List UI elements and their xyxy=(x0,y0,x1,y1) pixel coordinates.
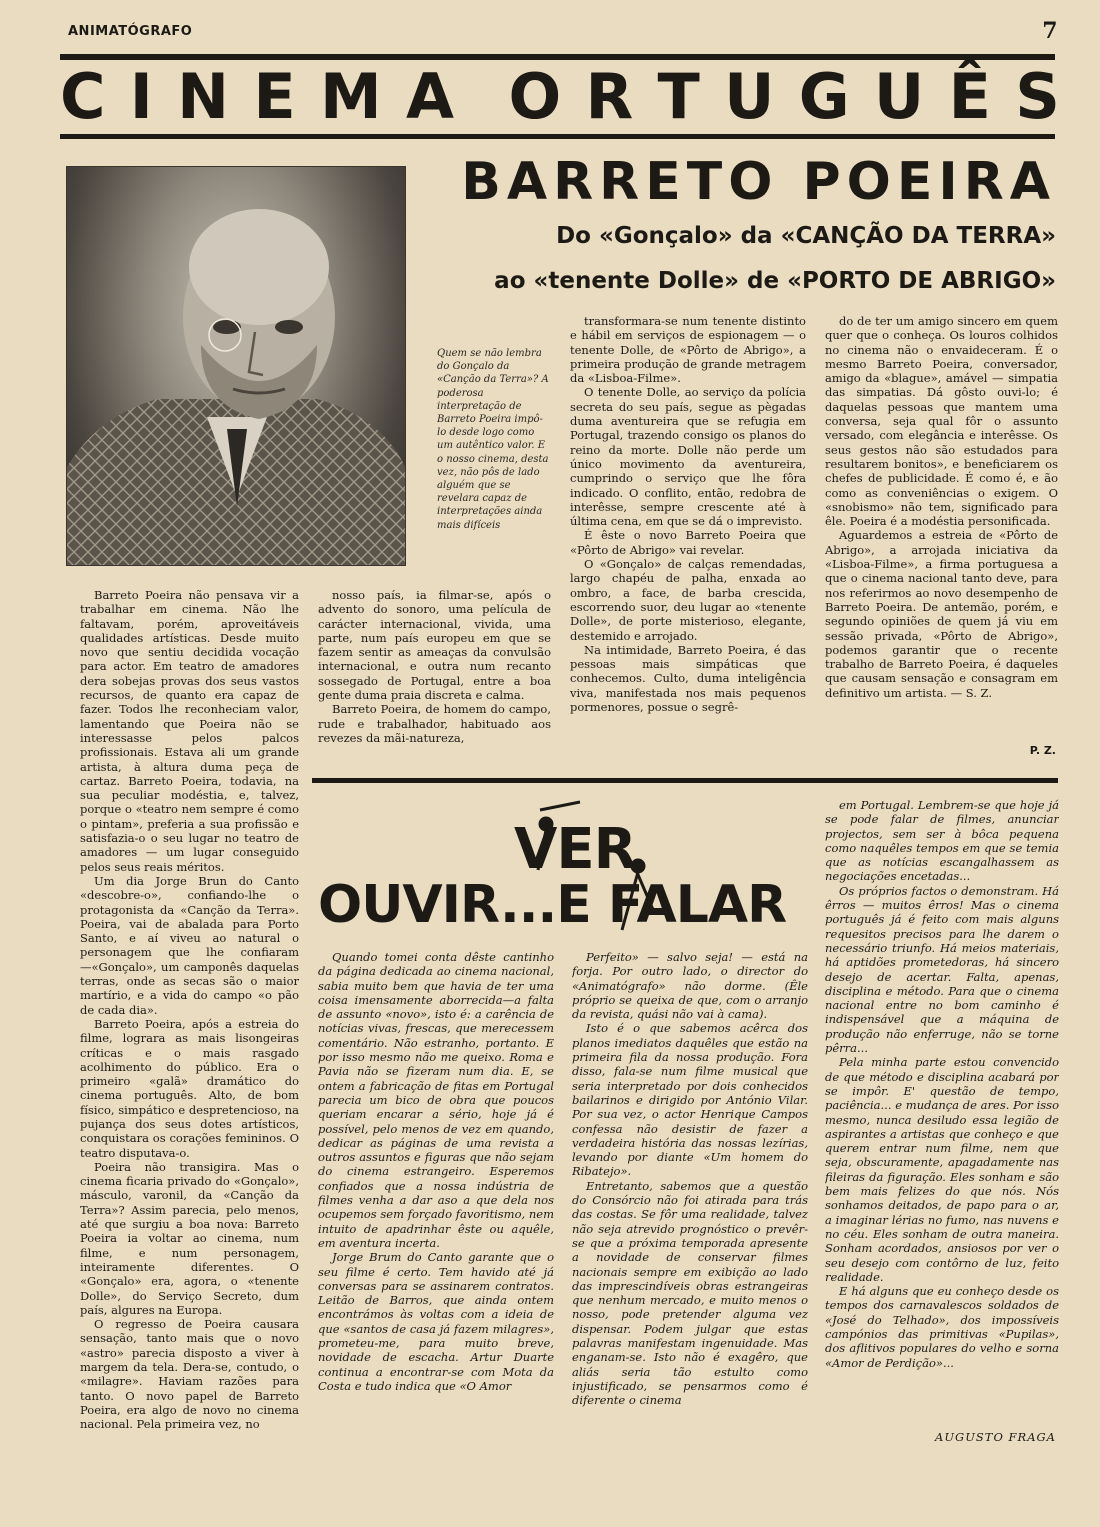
article-headline: BARRETO POEIRA xyxy=(461,152,1056,212)
logo-ver: VER xyxy=(514,817,636,882)
paragraph: Aguardemos a estreia de «Pôrto de Abrigo», a arrojada iniciativa da «Lisboa-Filme», a firma portuguesa a que o cinema nacional tanto deve, para nos referirmos ao novo desempenho de Barreto Poeira. De antemão, porém, e segundo opiniões de quem já viu em sessão privada, «Pôrto de Abrigo», podemos garantir que o recente trabalho de Barreto Poeira, é daqueles que causam sensação e consagram em definitivo um artista. — S. Z. xyxy=(825,528,1058,700)
title-letter: U xyxy=(724,60,775,133)
page-number: 7 xyxy=(1042,18,1058,44)
paragraph: Barreto Poeira, de homem do campo, rude e trabalhador, habituado aos revezes da mãi-natureza, xyxy=(318,702,551,745)
article-column-3 xyxy=(570,314,806,762)
title-letter: G xyxy=(798,60,850,133)
paragraph: E há alguns que eu conheço desde os tempos dos carnavalescos soldados de «José do Telhado», dos impossíveis campónios das primitivas «Pupilas», dos aflitivos populares do velho e sorna «Amor de Perdição»... xyxy=(825,1284,1059,1370)
paragraph: O «Gonçalo» de calças remendadas, largo chapéu de palha, enxada ao ombro, a face, de barba crescida, escorrendo suor, deu lugar ao «tenente Dolle», de porte misterioso, elegante, destemido e arrojado. xyxy=(570,557,806,643)
paragraph: nosso país, ia filmar-se, após o advento do sonoro, uma película de carácter internacional, vivida, uma parte, num país europeu em que se fazem sentir as ameaças da convulsão internacional, e outra num recanto sossegado de Portugal, entre a boa gente duma praia discreta e calma. xyxy=(318,588,551,703)
title-letter: C xyxy=(60,60,106,133)
paragraph: Barreto Poeira, após a estreia do filme, lograra as mais lisongeiras críticas e o mais rasgado acolhimento do público. Era o primeiro «galã» dramático do cinema português. Alto, de bom físico, simpático e despretencioso, na pujança dos seus dotes artísticos, conquistara os corações femininos. O teatro disputava-o. xyxy=(80,1016,299,1160)
title-bottom-rule xyxy=(60,134,1055,139)
column-logo xyxy=(318,800,814,942)
paragraph: transformara-se num tenente distinto e hábil em serviços de espionagem — o tenente Dolle, de «Pôrto de Abrigo», a primeira produção de grande metragem da «Lisboa-Filme». xyxy=(570,314,806,386)
magazine-name: ANIMATÓGRAFO xyxy=(68,24,193,39)
paragraph: Quando tomei conta dêste cantinho da página dedicada ao cinema nacional, sabia muito bem que havia de ter uma coisa imensamente aborrecida—a falta de assunto «novo», isto é: a carência de notícias vivas, frescas, que merecessem comentário. Não estranho, portanto. E por isso mesmo não me queixo. Roma e Pavia não se fizeram num dia. E, se ontem a fabricação de fitas em Portugal parecia um bico de obra que poucos queriam encarar a sério, hoje já é possível, pelo menos de vez em quando, dedicar as páginas de uma revista a outros assuntos e figuras que não sejam do cinema estrangeiro. Esperemos confiados que a nossa indústria de filmes venha a dar aso a que dela nos ocupemos sem forçado favoritismo, nem intuito de apadrinhar êste ou aquêle, em aventura incerta. xyxy=(318,950,554,1250)
title-letter: M xyxy=(319,60,382,133)
paragraph: É êste o novo Barreto Poeira que «Pôrto de Abrigo» vai revelar. xyxy=(570,528,806,557)
paragraph: O tenente Dolle, ao serviço da polícia secreta do seu país, segue as pègadas duma aventureira que se refugia em Portugal, trazendo consigo os planos do reino da morte. Dolle não perde um único movimento da aventureira, cumprindo o serviço que lhe fôra indicado. O conflito, então, redobra de interêsse, sempre crescente até à última cena, em que se dá o imprevisto. xyxy=(570,385,806,529)
paragraph: Entretanto, sabemos que a questão do Consórcio não foi atirada para trás das costas. Se fôr uma realidade, talvez não seja atrevido prognóstico o prevêr-se que a próxima temporada apresente a novidade de conservar filmes nacionais sempre em exibição ao lado das imprescindíveis obras estrangeiras que nenhum mercado, e muito menos o nosso, pode pretender alguma vez dispensar. Podem julgar que estas palavras manifestam ingenuidade. Mas enganam-se. Isto não é exagêro, que aliás seria tão estulto como injustificado, se pensarmos como é diferente o cinema xyxy=(572,1178,808,1408)
paragraph: Poeira não transigira. Mas o cinema ficaria privado do «Gonçalo», másculo, varonil, da «Canção da Terra»? Assim parecia, pelo menos, até que surgiu a boa nova: Barreto Poeira ia voltar ao cinema, num filme, e num personagem, inteiramente diferentes. O «Gonçalo» era, agora, o «tenente Dolle», do Serviço Secreto, dum país, algures na Europa. xyxy=(80,1159,299,1317)
paragraph: Na intimidade, Barreto Poeira, é das pessoas mais simpáticas que conhecemos. Culto, duma inteligência viva, manifestada nos mais pequenos pormenores, possue o segrê- xyxy=(570,642,806,715)
article-column-1 xyxy=(80,588,299,1448)
logo-ouvir-falar: OUVIR...E FALAR xyxy=(318,875,787,935)
title-letter: S xyxy=(1015,60,1060,133)
paragraph: Isto é o que sabemos acêrca dos planos imediatos daquêles que estão na primeira fila da nossa produção. Fora disso, fala-se num filme musical que seria interpretado por dois conhecidos bailarinos e dirigido por António Vilar. Por sua vez, o actor Henrique Campos confessa não desistir de fazer a verdadeira história das nossas lezírias, levando por diante «Um homem do Ribatejo». xyxy=(572,1021,808,1179)
photo-caption: Quem se não lembra do Gonçalo da «Canção da Terra»? A poderosa interpretação de Barreto Poeira impô-lo desde logo como um autêntico valor. E o nosso cinema, desta vez, não pôs de lado alguém que se revelara capaz de interpretações ainda mais difíceis xyxy=(437,348,549,531)
feature-column-3 xyxy=(825,798,1059,1426)
title-letter: N xyxy=(177,60,230,133)
title-letter: T xyxy=(657,60,700,133)
title-letter: R xyxy=(585,60,634,133)
article-signature: P. Z. xyxy=(1029,744,1056,757)
section-divider xyxy=(312,778,1058,783)
article-column-2 xyxy=(318,588,551,758)
title-letter: Ê xyxy=(948,60,991,133)
paragraph: do de ter um amigo sincero em quem quer que o conheça. Os louros colhidos no cinema não o envaideceram. É o mesmo Barreto Poeira, conversador, amigo da «blague», amável — simpatia das simpatias. Dá gôsto ouvi-lo; é daquelas pessoas que mantem uma conversa, seja qual fôr o assunto versado, com elegância e interêsse. Os seus gestos não são estudados para resultarem bonitos», e beneficiarem os chefes de publicidade. É como é, e ão como as conveniências o exigem. O «snobismo» não tem, significado para êle. Poeira é a modéstia personificada. xyxy=(825,314,1058,529)
feature-column-2 xyxy=(572,950,808,1450)
paragraph: em Portugal. Lembrem-se que hoje já se pode falar de filmes, anunciar projectos, sem ser à bôca pequena como naquêles tempos em que se temia que as notícias escangalhassem as negociações encetadas... xyxy=(825,798,1059,884)
title-letter: A xyxy=(405,60,454,133)
paragraph: Pela minha parte estou convencido de que método e disciplina acabará por se impôr. E' questão de tempo, paciência... e mudança de ares. Por isso mesmo, nunca desiludo essa legião de aspirantes a artistas que conheço e que querem entrar num filme, nem que seja, obscuramente, apagadamente nas fileiras da figuração. Eles sonham e são bem mais felizes do que nós. Nós sonhamos deitados, de papo para o ar, a imaginar lérias no fumo, nas nuvens e no céu. Eles sonham de outra maneira. Sonham acordados, ansiosos por ver o seu desejo com contôrno de luz, feito realidade. xyxy=(825,1055,1059,1284)
feature-signature: AUGUSTO FRAGA xyxy=(935,1430,1056,1444)
article-subhead-1: Do «Gonçalo» da «CANÇÃO DA TERRA» xyxy=(556,223,1056,249)
paragraph: Jorge Brum do Canto garante que o seu filme é certo. Tem havido até já conversas para se assinarem contratos. Leitão de Barros, que ainda ontem encontrámos às voltas com a ideia de que «santos de casa já fazem milagres», prometeu-me, para muito breve, novidade de escacha. Artur Duarte continua a encontrar-se com Mota da Costa e tudo indica que «O Amor xyxy=(318,1250,554,1393)
article-column-4 xyxy=(825,314,1058,742)
title-letter: U xyxy=(873,60,925,133)
section-title xyxy=(60,62,1060,132)
paragraph: Perfeito» — salvo seja! — está na forja. Por outro lado, o director do «Animatógrafo» não dorme. (Êle próprio se queixa de que, com o arranjo da revista, quási não vai à cama). xyxy=(572,950,808,1022)
portrait-photo xyxy=(66,166,406,566)
paragraph: Barreto Poeira não pensava vir a trabalhar em cinema. Não lhe faltavam, porém, aproveitáveis qualidades artísticas. Desde muito novo que sentiu decidida vocação para actor. Em teatro de amadores dera sobejas provas dos seus vastos recursos, de quanto era capaz de fazer. Todos lhe reconheciam valor, lamentando que Poeira não se interessasse pelos palcos profissionais. Estava ali um grande artista, à altura duma peça de cartaz. Barreto Poeira, todavia, na sua peculiar modéstia, e, talvez, porque o «teatro nem sempre é como o pintam», preferia a sua profissão e satisfazia-o o seu lugar no teatro de amadores — um lugar conseguido pelos seus reais méritos. xyxy=(80,588,299,874)
title-letter: O xyxy=(508,60,562,133)
title-letter: I xyxy=(129,60,153,133)
paragraph: Os próprios factos o demonstram. Há êrros — muitos êrros! Mas o cinema português já é feito com mais alguns requesitos precisos para lhe darem o necessário triunfo. Há meios materiais, há aptidões prometedoras, há sincero desejo de acertar. Falta, apenas, disciplina e método. Para que o cinema nacional entre no bom caminho é indispensável que a máquina de produção não enferruge, não se torne pêrra... xyxy=(825,883,1059,1056)
feature-column-1 xyxy=(318,950,554,1450)
running-header xyxy=(68,18,1058,44)
paragraph: Um dia Jorge Brun do Canto «descobre-o», confiando-lhe o protagonista da «Canção da Terra». Poeira, vai de abalada para Porto Santo, e aí viveu ao natural o personagem que lhe confiaram—«Gonçalo», um camponês daquelas terras, onde as secas são o maior martírio, e a vida do campo «o pão de cada dia». xyxy=(80,873,299,1017)
title-letter: E xyxy=(253,60,296,133)
article-subhead-2: ao «tenente Dolle» de «PORTO DE ABRIGO» xyxy=(494,268,1056,294)
paragraph: O regresso de Poeira causara sensação, tanto mais que o novo «astro» parecia disposto a viver à margem da tela. Dera-se, contudo, o «milagre». Haviam razões para tanto. O novo papel de Barreto Poeira, era algo de novo no cinema nacional. Pela primeira vez, no xyxy=(80,1317,299,1432)
